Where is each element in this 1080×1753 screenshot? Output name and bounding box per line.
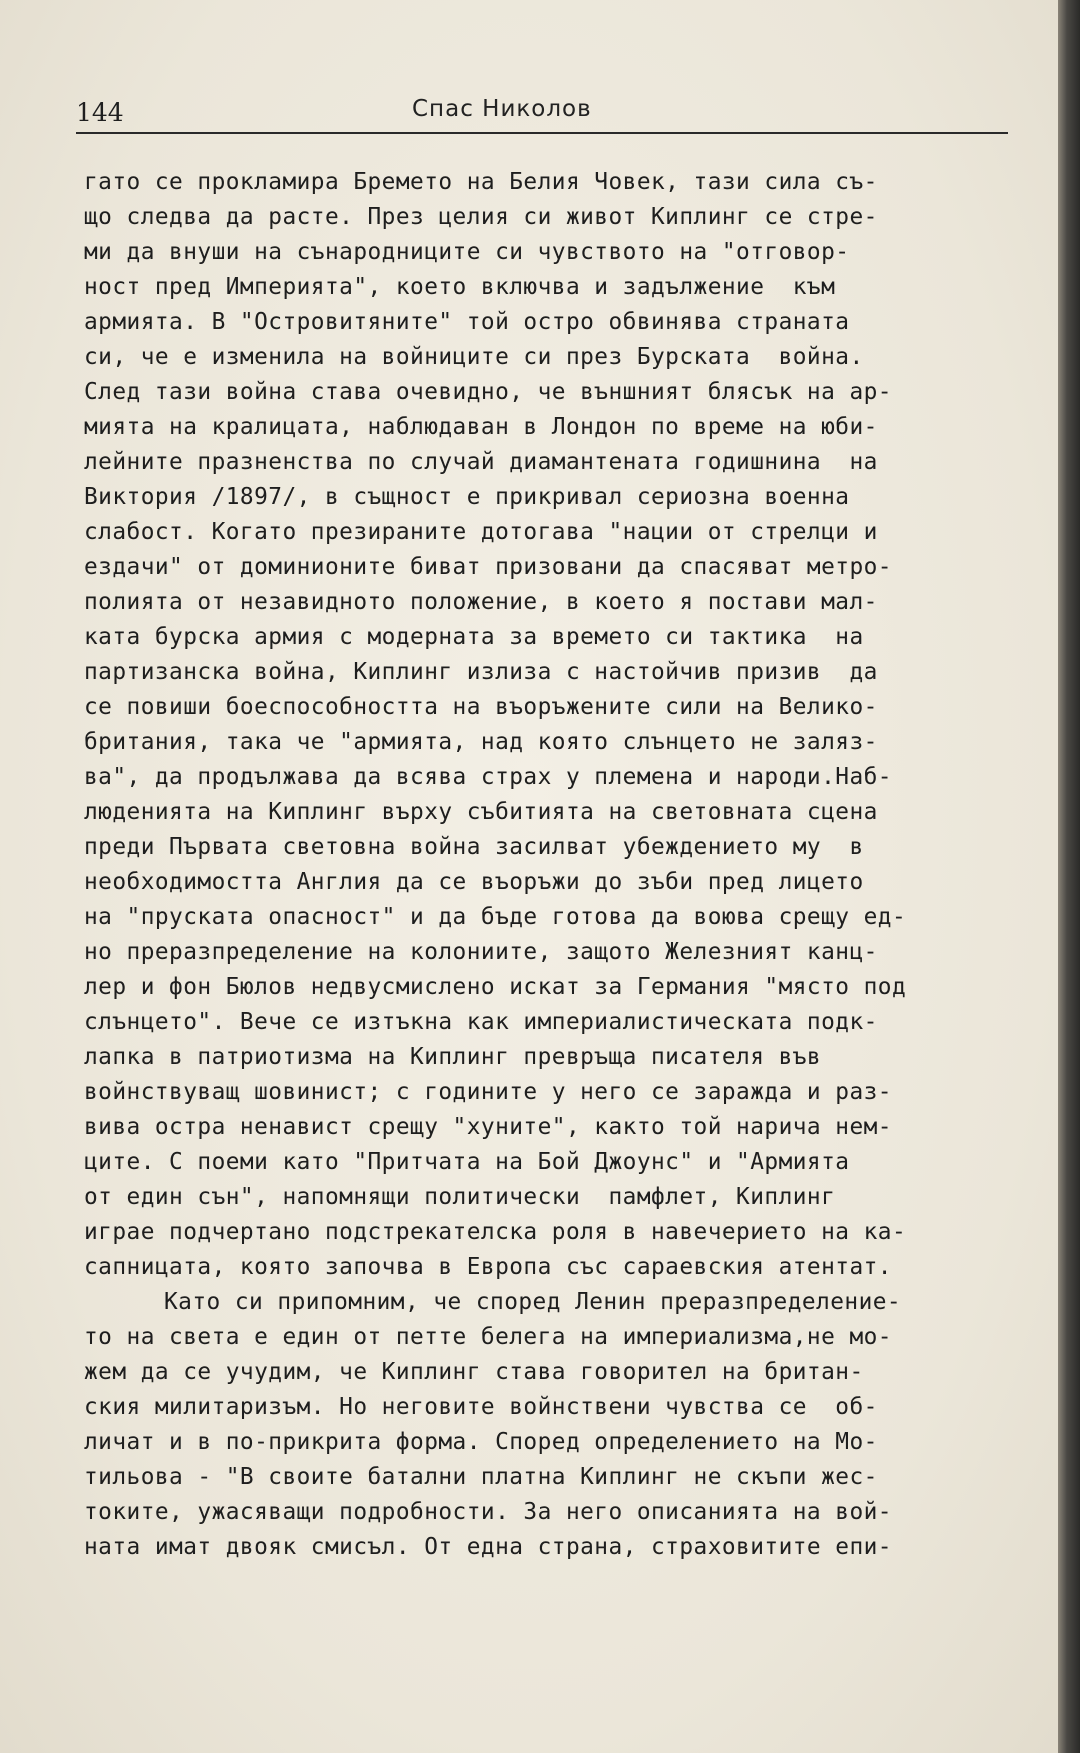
text-line: ност пред Империята", което включва и задължение към [84,274,836,300]
page-number: 144 [76,98,124,127]
running-head-author: Спас Николов [412,96,592,122]
text-line: тильова - "В своите батални платна Киплинг не скъпи жес- [84,1464,878,1490]
text-line: но преразпределение на колониите, защото Железният канц- [84,939,878,965]
text-line: токите, ужасяващи подробности. За него описанията на вой- [84,1499,892,1525]
text-line: ми да внуши на сънародниците си чувството на "отговор- [84,239,850,265]
text-line: необходимостта Англия да се въоръжи до зъби пред лицето [84,869,864,895]
text-line: ната имат двояк смисъл. От една страна, страховитите епи- [84,1534,892,1560]
text-line: ката бурска армия с модерната за времето си тактика на [84,624,864,650]
text-line: жем да се учудим, че Киплинг става говорител на британ- [84,1359,864,1385]
text-line: британия, така че "армията, над която слънцето не заляз- [84,729,878,755]
text-line: ездачи" от доминионите биват призовани да спасяват метро- [84,554,892,580]
text-line: вива остра ненавист срещу "хуните", както той нарича нем- [84,1114,892,1140]
text-line: войнствуващ шовинист; с годините у него се заражда и раз- [84,1079,892,1105]
text-line: що следва да расте. През целия си живот Киплинг се стре- [84,204,878,230]
text-line: личат и в по-прикрита форма. Според определението на Мо- [84,1429,878,1455]
text-line: ския милитаризъм. Но неговите войнствени чувства се об- [84,1394,878,1420]
text-line: ците. С поеми като "Притчата на Бой Джоунс" и "Армията [84,1149,850,1175]
text-line: ва", да продължава да всява страх у племена и народи.Наб- [84,764,892,790]
text-line: играе подчертано подстрекателска роля в навечерието на ка- [84,1219,907,1245]
text-line: си, че е изменила на войниците си през Бурската война. [84,344,864,370]
text-line: полията от незавидното положение, в което я постави мал- [84,589,878,615]
page-header [76,96,1008,134]
paragraph-first-line: Като си припомним, че според Ленин преразпределение- [164,1289,902,1315]
text-line: на "пруската опасност" и да бъде готова да воюва срещу ед- [84,904,907,930]
text-line: лапка в патриотизма на Киплинг превръща писателя във [84,1044,822,1070]
text-line: люденията на Киплинг върху събитията на световната сцена [84,799,878,825]
text-line: от един сън", напомнящи политически памфлет, Киплинг [84,1184,836,1210]
text-line: то на света е един от петте белега на империализма,не мо- [84,1324,892,1350]
text-line: лер и фон Бюлов недвусмислено искат за Германия "място под [84,974,907,1000]
text-line: сапницата, която започва в Европа със сараевския атентат. [84,1254,892,1280]
text-line: партизанска война, Киплинг излиза с настойчив призив да [84,659,878,685]
text-line: лейните празненства по случай диамантената годишнина на [84,449,878,475]
text-line: слабост. Когато презираните дотогава "нации от стрелци и [84,519,878,545]
text-line: След тази война става очевидно, че външният блясък на ар- [84,379,892,405]
text-line: преди Първата световна война засилват убеждението му в [84,834,864,860]
text-line: армията. В "Островитяните" той остро обвинява страната [84,309,850,335]
text-line: се повиши боеспособността на въоръжените сили на Велико- [84,694,878,720]
text-line: мията на кралицата, наблюдаван в Лондон по време на юби- [84,414,878,440]
body-text [84,165,1058,1565]
text-line: Виктория /1897/, в същност е прикривал сериозна военна [84,484,850,510]
text-line: гато се прокламира Бремето на Белия Човек, тази сила съ- [84,169,878,195]
book-binding-edge [1058,0,1080,1753]
text-line: слънцето". Вече се изтъкна как империалистическата подк- [84,1009,878,1035]
